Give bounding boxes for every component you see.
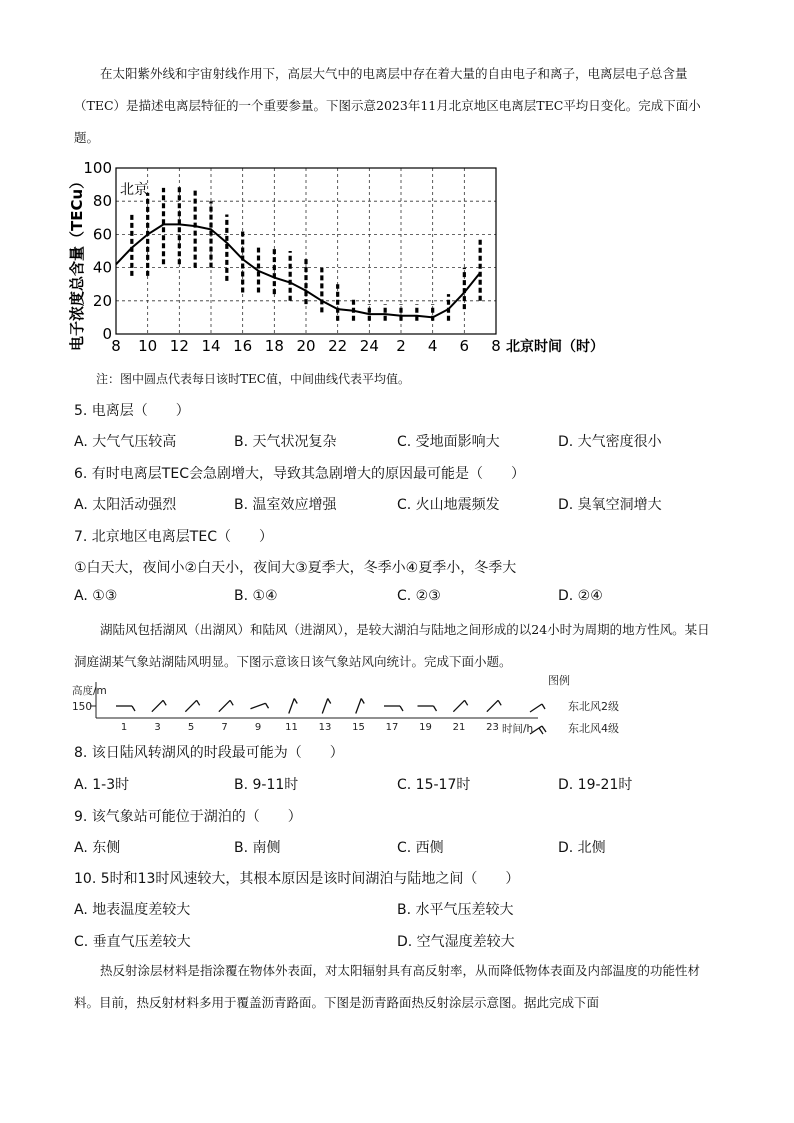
question-7-items: ①白天大，夜间小②白天小，夜间大③夏季大，冬季小④夏季小，冬季大 — [74, 560, 517, 576]
wind-height-value: 150 — [72, 701, 93, 713]
x-tick-label: 24 — [359, 337, 379, 355]
x-tick-label: 16 — [233, 337, 253, 355]
question-6-stem: 6. 有时电离层TEC会急剧增大，导致其急剧增大的原因最可能是（ ） — [74, 466, 525, 482]
wind-barb — [289, 698, 297, 713]
y-tick-label: 20 — [92, 291, 112, 310]
q6-option-d[interactable]: D. 臭氧空洞增大 — [558, 497, 662, 513]
question-9-stem: 9. 该气象站可能位于湖泊的（ ） — [74, 809, 302, 825]
q5-option-c[interactable]: C. 受地面影响大 — [397, 434, 500, 450]
x-tick-label: 6 — [459, 337, 470, 355]
question-5-stem: 5. 电离层（ ） — [74, 403, 190, 419]
q10-option-c[interactable]: C. 垂直气压差较大 — [74, 934, 191, 950]
q9-option-c[interactable]: C. 西侧 — [397, 840, 444, 856]
wind-barb — [250, 703, 268, 708]
q6-option-c[interactable]: C. 火山地震频发 — [397, 497, 500, 513]
y-axis-label: 电子浓度总含量（TECu） — [68, 173, 86, 351]
wind-hour-label: 1 — [120, 722, 128, 733]
y-tick-label: 40 — [92, 258, 112, 277]
q5-option-d[interactable]: D. 大气密度很小 — [558, 434, 662, 450]
x-tick-label: 22 — [328, 337, 348, 355]
legend-label-4: 东北风4级 — [568, 722, 619, 735]
wind-hour-label: 21 — [452, 722, 466, 733]
wind-hour-label: 17 — [385, 722, 399, 733]
wind-chart — [60, 670, 680, 740]
wind-hour-label: 19 — [419, 722, 432, 733]
q10-option-d[interactable]: D. 空气湿度差较大 — [397, 934, 515, 950]
q7-option-a[interactable]: A. ①③ — [74, 588, 118, 604]
q5-option-a[interactable]: A. 大气气压较高 — [74, 434, 177, 450]
legend-barb-2 — [530, 704, 545, 712]
wind-barb — [219, 700, 233, 711]
wind-barbs — [116, 698, 501, 713]
wind-hour-label: 13 — [318, 722, 332, 733]
q8-option-b[interactable]: B. 9-11时 — [234, 777, 299, 793]
q8-option-c[interactable]: C. 15-17时 — [397, 777, 471, 793]
wind-hour-label: 5 — [187, 722, 195, 733]
intro-paragraph-3: 热反射涂层材料是指涂覆在物体外表面，对太阳辐射具有高反射率，从而降低物体表面及内部温度的功能性材料。目前，热反射材料多用于覆盖沥青路面。下图是沥青路面热反射涂层示意图。据此完成下面 — [74, 963, 701, 1010]
wind-hour-label: 3 — [154, 722, 161, 733]
wind-hour-label: 7 — [221, 722, 228, 733]
q8-option-d[interactable]: D. 19-21时 — [558, 777, 633, 793]
wind-x-label: 时间/h — [502, 723, 534, 735]
x-tick-label: 10 — [138, 337, 158, 355]
x-axis-label: 北京时间（时） — [506, 339, 604, 355]
wind-barb — [453, 700, 467, 711]
q6-option-a[interactable]: A. 太阳活动强烈 — [74, 497, 177, 513]
q8-option-a[interactable]: A. 1-3时 — [74, 777, 130, 793]
question-7-stem: 7. 北京地区电离层TEC（ ） — [74, 529, 273, 545]
y-tick-label: 0 — [102, 325, 112, 343]
wind-barb — [185, 700, 199, 711]
q5-option-b[interactable]: B. 天气状况复杂 — [234, 434, 337, 450]
q7-option-c[interactable]: C. ②③ — [397, 588, 441, 604]
x-tick-label: 20 — [296, 337, 316, 355]
question-10-stem: 10. 5时和13时风速较大，其根本原因是该时间湖泊与陆地之间（ ） — [74, 871, 520, 887]
wind-hour-label: 23 — [486, 722, 499, 733]
q9-option-b[interactable]: B. 南侧 — [234, 840, 281, 856]
q10-option-a[interactable]: A. 地表温度差较大 — [74, 902, 191, 918]
q9-option-d[interactable]: D. 北侧 — [558, 840, 606, 856]
chart-annotation-beijing: 北京 — [120, 182, 148, 198]
question-8-stem: 8. 该日陆风转湖风的时段最可能为（ ） — [74, 745, 344, 761]
intro-paragraph-1: 在太阳紫外线和宇宙射线作用下，高层大气中的电离层中存在着大量的自由电子和离子，电离层电子总含量（TEC）是描述电离层特征的一个重要参量。下图示意2023年11月北京地区电离层TEC平均日变化。完成下面小题。 — [74, 66, 701, 145]
q7-option-d[interactable]: D. ②④ — [558, 588, 603, 604]
intro-paragraph-2: 湖陆风包括湖风（出湖风）和陆风（进湖风），是较大湖泊与陆地之间形成的以24小时为周期的地方性风。某日洞庭湖某气象站湖陆风明显。下图示意该日该气象站风向统计。完成下面小题。 — [74, 622, 710, 669]
x-tick-label: 4 — [427, 337, 438, 355]
x-tick-label: 12 — [169, 337, 189, 355]
y-tick-label: 80 — [92, 192, 112, 211]
wind-barb — [418, 706, 437, 711]
chart-grid — [116, 168, 496, 334]
q9-option-a[interactable]: A. 东侧 — [74, 840, 121, 856]
q6-option-b[interactable]: B. 温室效应增强 — [234, 497, 337, 513]
x-tick-label: 14 — [201, 337, 221, 355]
x-tick-label: 18 — [264, 337, 284, 355]
wind-barb — [384, 706, 403, 711]
x-tick-label: 8 — [491, 337, 501, 355]
legend-title: 图例 — [548, 674, 570, 687]
x-tick-label: 2 — [396, 337, 406, 355]
wind-barb — [356, 698, 364, 713]
x-tick-label: 8 — [111, 337, 121, 355]
wind-hour-label: 11 — [285, 722, 298, 733]
mean-line — [116, 224, 480, 317]
legend-label-2: 东北风2级 — [568, 700, 619, 713]
chart-note: 注：图中圆点代表每日该时TEC值，中间曲线代表平均值。 — [96, 372, 410, 386]
q10-option-b[interactable]: B. 水平气压差较大 — [397, 902, 514, 918]
q7-option-b[interactable]: B. ①④ — [234, 588, 278, 604]
wind-hour-label: 15 — [352, 722, 365, 733]
wind-y-label: 高度/m — [72, 685, 107, 697]
tec-chart — [60, 160, 660, 360]
wind-barb — [116, 706, 135, 711]
wind-hour-label: 9 — [254, 722, 262, 733]
wind-barb — [152, 700, 166, 711]
wind-barb — [487, 700, 501, 711]
y-tick-label: 60 — [92, 225, 112, 244]
wind-barb — [322, 698, 330, 713]
y-tick-label: 100 — [83, 160, 112, 177]
